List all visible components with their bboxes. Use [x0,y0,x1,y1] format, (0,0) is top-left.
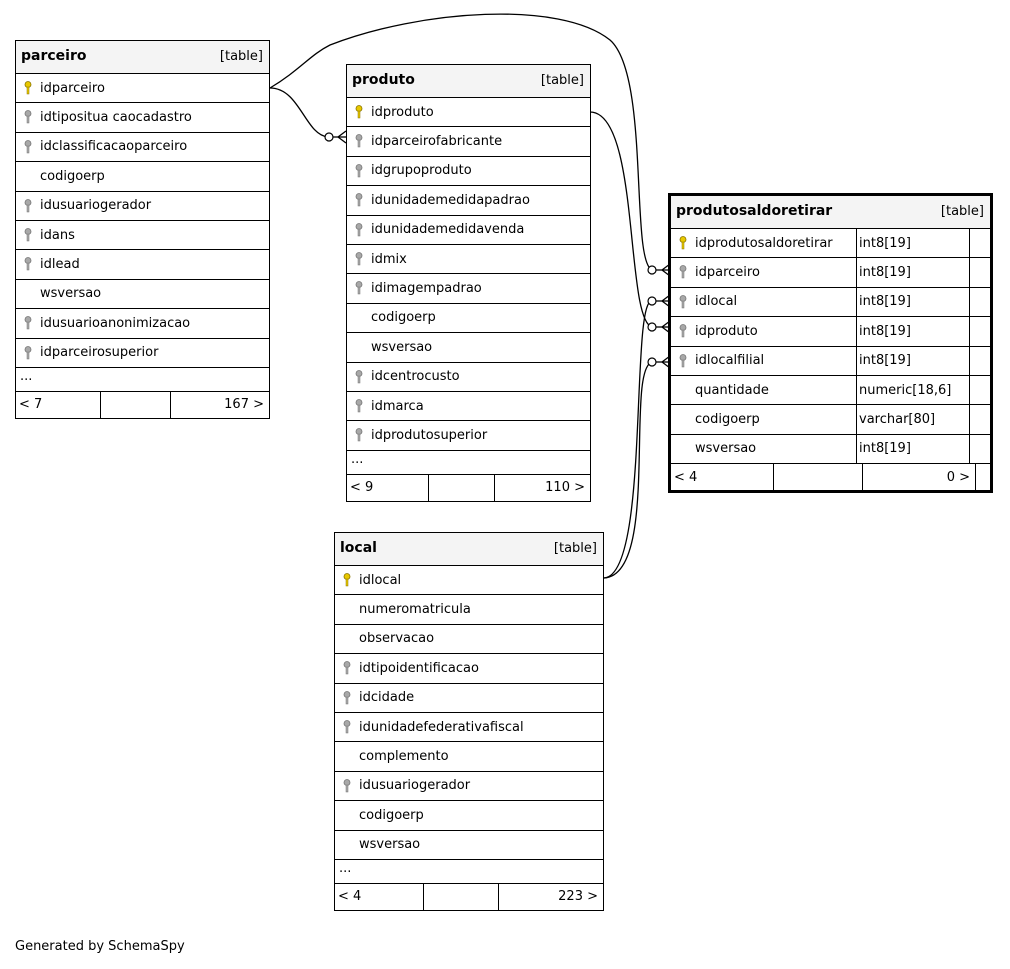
column-name: idgrupoproduto [371,163,472,179]
foreign-key-icon [16,133,36,161]
column-type: numeric[18,6] [856,376,969,404]
column-name: wsversao [359,837,421,853]
column-spacer [969,405,990,433]
column-name: quantidade [695,382,769,398]
foreign-key-icon [671,258,691,286]
column-name: codigoerp [371,310,436,326]
column-row[interactable] [347,304,590,333]
column-spacer [969,435,990,463]
foreign-key-icon [335,684,355,712]
column-name: idmarca [371,398,424,414]
no-key-slot [671,376,691,404]
column-name: codigoerp [695,412,760,428]
column-name: idcidade [359,690,415,706]
column-name: numeromatricula [359,602,471,618]
column-type: int8[19] [856,229,969,257]
foreign-key-icon [16,221,36,249]
edge-optional-marker [648,358,656,366]
edge-local-idlocal [604,301,652,578]
footer-spacer [774,464,863,490]
column-row[interactable] [671,258,990,287]
foreign-key-icon [16,192,36,220]
no-key-slot [335,595,355,623]
column-row[interactable] [347,392,590,421]
column-row[interactable] [335,801,603,830]
column-name: idans [40,227,75,243]
column-row[interactable] [671,405,990,434]
column-name: idusuariogerador [359,778,471,794]
column-row[interactable] [335,595,603,624]
table-type-label: [table] [940,204,984,219]
table-name: parceiro [21,48,87,64]
footer-spacer [429,475,495,501]
table-parceiro[interactable] [15,40,270,419]
column-spacer [969,229,990,257]
table-footer [16,392,269,418]
column-spacer [969,347,990,375]
table-name: local [340,540,377,556]
no-key-slot [16,280,36,308]
column-row[interactable] [16,74,269,103]
column-name: idparceirosuperior [40,345,159,361]
table-produtosaldoretirar[interactable] [668,193,993,493]
column-name: idprodutosaldoretirar [695,235,833,251]
no-key-slot [335,831,355,859]
column-row[interactable] [335,831,603,860]
column-row[interactable] [16,309,269,338]
edge-local-idlocalfilial [604,362,652,578]
column-row[interactable] [347,127,590,156]
no-key-slot [335,625,355,653]
column-name: idusuariogerador [40,198,152,214]
edge-optional-marker [648,297,656,305]
no-key-slot [347,304,367,332]
column-name: wsversao [40,286,102,302]
primary-key-icon [16,74,36,102]
column-row[interactable] [671,435,990,464]
edge-optional-marker [325,133,333,141]
foreign-key-icon [347,421,367,449]
column-name: idtipoidentificacao [359,660,479,676]
table-name: produtosaldoretirar [676,203,833,219]
table-produto[interactable] [346,64,591,502]
table-header [347,65,590,98]
table-footer [347,475,590,501]
child-count: 0 > [863,464,976,490]
column-name: idlead [40,257,80,273]
column-row[interactable] [16,280,269,309]
column-name: codigoerp [40,168,105,184]
foreign-key-icon [347,274,367,302]
table-footer [335,884,603,910]
column-row[interactable] [16,103,269,132]
footer-spacer [101,392,171,418]
column-name: idproduto [695,323,758,339]
column-name: idunidadefederativafiscal [359,719,524,735]
column-row[interactable] [671,229,990,258]
column-name: codigoerp [359,807,424,823]
table-header [335,533,603,566]
column-row[interactable] [16,339,269,368]
footer-spacer [424,884,499,910]
column-row[interactable] [347,98,590,127]
column-row[interactable] [671,288,990,317]
column-row[interactable] [16,192,269,221]
column-row[interactable] [16,221,269,250]
table-type-label: [table] [219,49,263,64]
no-key-slot [671,405,691,433]
parent-count: < 9 [347,475,429,501]
column-name: idlocal [695,294,738,310]
column-type: int8[19] [856,288,969,316]
column-row[interactable] [335,713,603,742]
column-name: idlocalfilial [695,353,765,369]
column-name: idparceiro [695,265,760,281]
no-key-slot [347,333,367,361]
foreign-key-icon [347,186,367,214]
more-columns-ellipsis: ... [16,368,269,392]
column-name: idcentrocusto [371,369,460,385]
column-row[interactable] [335,772,603,801]
column-spacer [969,317,990,345]
generated-by-label: Generated by SchemaSpy [15,939,185,954]
foreign-key-icon [16,250,36,278]
column-spacer [969,288,990,316]
column-spacer [969,376,990,404]
child-count: 110 > [545,480,585,496]
foreign-key-icon [335,654,355,682]
column-name: idtipositua caocadastro [40,110,192,126]
column-name: idusuarioanonimizacao [40,315,191,331]
child-count: 167 > [224,397,264,413]
column-row[interactable] [335,566,603,595]
column-row[interactable] [335,742,603,771]
column-name: idproduto [371,104,434,120]
edge-optional-marker [648,266,656,274]
column-name: idparceirofabricante [371,134,503,150]
column-name: idlocal [359,572,402,588]
foreign-key-icon [335,772,355,800]
column-row[interactable] [347,333,590,362]
primary-key-icon [671,229,691,257]
column-row[interactable] [347,216,590,245]
table-local[interactable] [334,532,604,911]
foreign-key-icon [671,288,691,316]
column-row[interactable] [671,317,990,346]
column-row[interactable] [347,245,590,274]
more-columns-ellipsis: ... [335,860,603,884]
column-name: idunidademedidapadrao [371,192,530,208]
parent-count: < 4 [335,884,424,910]
foreign-key-icon [16,309,36,337]
column-row[interactable] [347,421,590,450]
foreign-key-icon [347,157,367,185]
column-name: complemento [359,749,449,765]
column-name: idmix [371,251,407,267]
column-row[interactable] [335,654,603,683]
column-type: int8[19] [856,258,969,286]
table-type-label: [table] [553,541,597,556]
edge-produto-produtosaldoretirar [590,112,652,327]
edge-parceiro-produto [270,88,328,137]
column-name: idclassificacaoparceiro [40,139,188,155]
primary-key-icon [347,98,367,126]
table-header [671,196,990,229]
column-name: idimagempadrao [371,281,482,297]
column-row[interactable] [16,162,269,191]
foreign-key-icon [347,245,367,273]
column-row[interactable] [16,250,269,279]
foreign-key-icon [347,216,367,244]
no-key-slot [16,162,36,190]
column-type: int8[19] [856,435,969,463]
column-name: idparceiro [40,80,105,96]
parent-count: < 4 [671,464,774,490]
foreign-key-icon [347,392,367,420]
table-footer [671,464,990,490]
column-row[interactable] [335,625,603,654]
no-key-slot [335,801,355,829]
foreign-key-icon [347,363,367,391]
column-spacer [969,258,990,286]
column-row[interactable] [347,363,590,392]
foreign-key-icon [671,317,691,345]
column-name: idunidademedidavenda [371,222,525,238]
table-type-label: [table] [540,73,584,88]
column-row[interactable] [16,133,269,162]
primary-key-icon [335,566,355,594]
parent-count: < 7 [16,392,101,418]
more-columns-ellipsis: ... [347,451,590,475]
foreign-key-icon [671,347,691,375]
column-name: wsversao [695,441,757,457]
column-name: observacao [359,631,435,647]
no-key-slot [335,742,355,770]
foreign-key-icon [16,103,36,131]
column-type: int8[19] [856,347,969,375]
foreign-key-icon [335,713,355,741]
column-row[interactable] [335,684,603,713]
column-row[interactable] [347,186,590,215]
column-row[interactable] [347,157,590,186]
foreign-key-icon [16,339,36,367]
edge-optional-marker [648,323,656,331]
foreign-key-icon [347,127,367,155]
no-key-slot [671,435,691,463]
table-name: produto [352,72,415,88]
column-row[interactable] [347,274,590,303]
column-name: wsversao [371,339,433,355]
table-header [16,41,269,74]
column-type: varchar[80] [856,405,969,433]
child-count: 223 > [558,889,598,905]
column-name: idprodutosuperior [371,427,488,443]
column-type: int8[19] [856,317,969,345]
column-row[interactable] [671,347,990,376]
column-row[interactable] [671,376,990,405]
